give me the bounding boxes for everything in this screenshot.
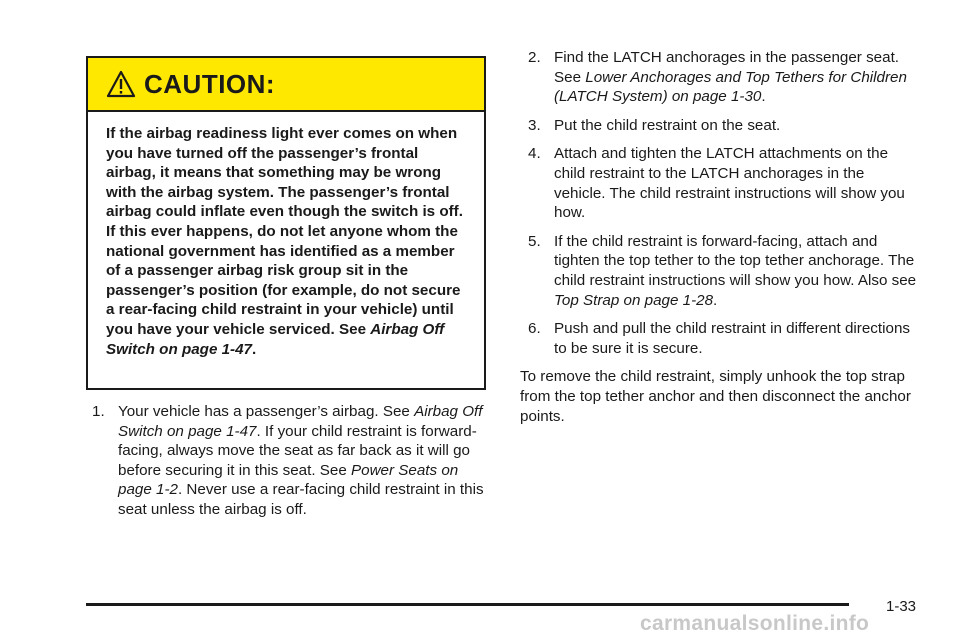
- left-step-list: [92, 402, 488, 529]
- watermark: carmanualsonline.info: [640, 612, 870, 635]
- step-number: 1.: [92, 403, 105, 420]
- step-text-part: .: [761, 88, 766, 106]
- step-number: 2.: [528, 49, 541, 66]
- step-text-part: . If your child restraint is forward-facing, always move the seat as far back as it will go before securing it in this seat. See: [118, 422, 477, 479]
- footer-divider: [86, 603, 849, 606]
- step-number: 4.: [528, 145, 541, 163]
- list-item: [92, 402, 488, 520]
- step-text: Put the child restraint on the seat.: [554, 116, 781, 134]
- step-text: [554, 232, 920, 310]
- step-text: [118, 402, 488, 520]
- step-number: 3.: [528, 116, 541, 134]
- step-text-part: Find the LATCH anchorages in the passenger seat. See: [554, 49, 900, 86]
- step-text-part: . Never use a rear-facing child restraint in this seat unless the airbag is off.: [118, 481, 484, 518]
- removal-paragraph: To remove the child restraint, simply unhook the top strap from the top tether anchor and then disconnect the anchor points.: [520, 368, 911, 425]
- step-number: 6.: [528, 320, 541, 338]
- step-text: [554, 48, 920, 107]
- step-text-part: Your vehicle has a passenger’s airbag. See: [118, 403, 415, 420]
- caution-body: [88, 112, 484, 359]
- step-number: 5.: [528, 232, 541, 250]
- step-reference-link[interactable]: Lower Anchorages and Top Tethers for Children (LATCH System) on page 1-30: [554, 68, 907, 106]
- step-text: Push and pull the child restraint in different directions to be sure it is secure.: [554, 320, 910, 357]
- page-number: 1-33: [886, 598, 917, 615]
- step-reference-link[interactable]: Top Strap on page 1-28: [554, 291, 714, 309]
- caution-title: CAUTION:: [144, 68, 276, 99]
- step-text-part: .: [713, 291, 718, 309]
- list-item: [520, 48, 920, 107]
- caution-reference-link[interactable]: Airbag Off Switch on page 1-47: [106, 320, 445, 358]
- right-column: [520, 48, 920, 426]
- list-item: [520, 144, 920, 222]
- list-item: [520, 232, 920, 310]
- caution-text: If the airbag readiness light ever comes on when you have turned off the passenger’s frontal airbag, it means that something may be wrong with the airbag system. The passenger’s frontal airbag could inflate even though the switch is off. If this ever happens, do not let anyone whom the national government has identified as a member of a passenger airbag risk group sit in the passenger’s position (for example, do not secure a rear-facing child restraint in your vehicle) until you have your vehicle serviced. See: [106, 125, 463, 338]
- list-item: [520, 319, 920, 358]
- step-text: Attach and tighten the LATCH attachments on the child restraint to the LATCH anchorages in the vehicle. The child restraint instructions will show you how.: [554, 145, 905, 222]
- step-text-part: If the child restraint is forward-facing, attach and tighten the top tether to the top tether anchorage. The child restraint instructions will show you how. Also see: [554, 232, 917, 289]
- caution-box: [86, 56, 486, 390]
- caution-text-end: .: [252, 340, 257, 358]
- step-reference-link[interactable]: Power Seats on page 1-2: [118, 461, 459, 499]
- caution-header: [88, 58, 484, 112]
- warning-triangle-icon: [106, 70, 136, 98]
- step-reference-link[interactable]: Airbag Off Switch on page 1-47: [118, 403, 483, 440]
- list-item: [520, 116, 920, 136]
